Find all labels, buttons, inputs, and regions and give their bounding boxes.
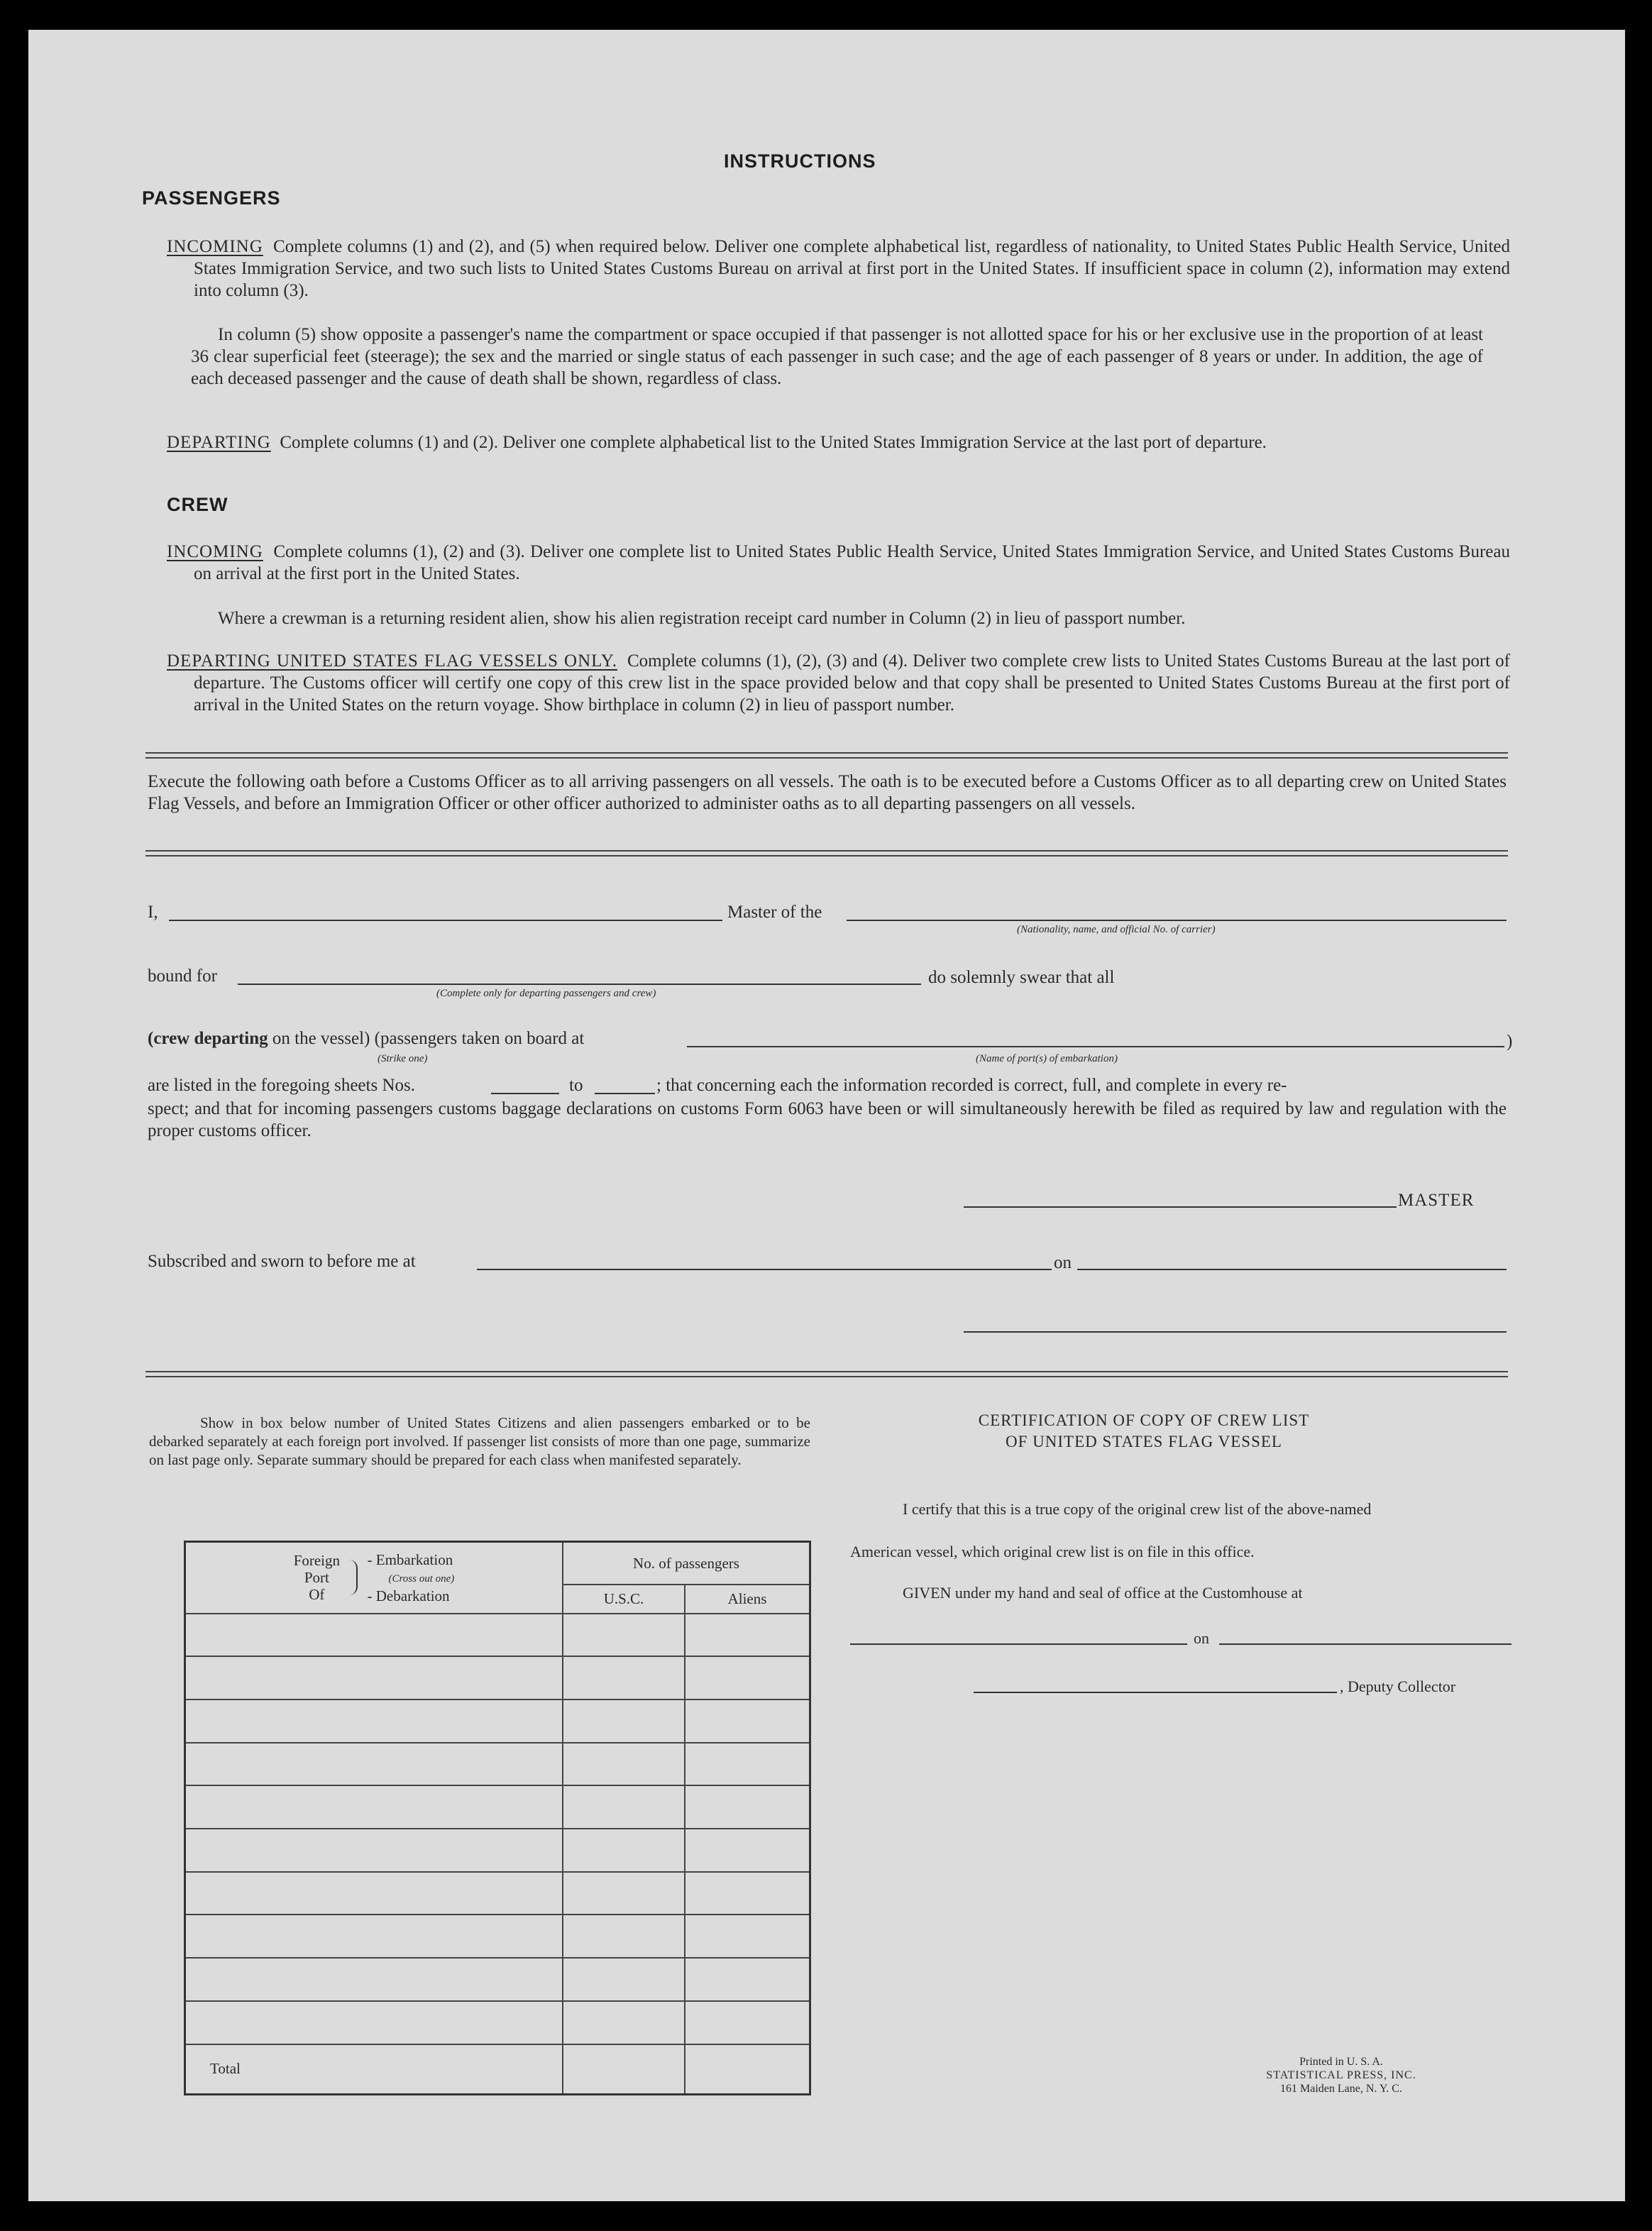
embarkation-port-field[interactable] xyxy=(687,1046,1504,1047)
aliens-cell[interactable] xyxy=(685,1700,810,1743)
bracket-mark xyxy=(349,1560,358,1595)
usc-cell[interactable] xyxy=(563,1915,685,1958)
port-cell[interactable] xyxy=(185,1915,563,1958)
crew-departing-text: Complete columns (1), (2), (3) and (4). Deliver two complete crew lists to United States Customs Bureau at the last port of departure. The Customs officer will certify one copy of this crew list in the space provided below and that copy shall be presented to United States Customs Bureau at the first port of arrival in the United States on the return voyage. Show birthplace in column (2) in lieu of passport number. xyxy=(194,651,1511,715)
port-cell[interactable] xyxy=(185,1958,563,2001)
swear-text: do solemnly swear that all xyxy=(928,968,1115,987)
crew-incoming-text: Complete columns (1), (2) and (3). Deliver one complete list to United States Public Health Service, United States Immigration Service, and United States Customs Bureau on arrival at the first port in the United States. xyxy=(194,542,1510,583)
summary-note: Show in box below number of United States Citizens and alien passengers embarked or to be debarked separately at each foreign port involved. If passenger list consists of more than one page, summarize on last page only. Separate summary should be prepared for each class when manifested separately. xyxy=(149,1414,810,1468)
divider xyxy=(145,752,1508,759)
bound-for-label: bound for xyxy=(148,966,217,986)
passengers-departing-label: DEPARTING xyxy=(167,433,271,452)
aliens-cell[interactable] xyxy=(685,1872,810,1915)
carrier-field[interactable] xyxy=(847,920,1507,921)
usc-cell[interactable] xyxy=(563,1700,685,1743)
column5-instruction: In column (5) show opposite a passenger's name the compartment or space occupied if that passenger is not allotted space for his or her exclusive use in the proportion of at least 36 clear superficial feet (steerage); the sex and the married or single status of each passenger in such case; and the age of each passenger of 8 years or under. In addition, the age of each deceased passenger and the cause of death shall be shown, regardless of class. xyxy=(191,325,1483,388)
printer-line3: 161 Maiden Lane, N. Y. C. xyxy=(1280,2083,1402,2095)
carrier-caption: (Nationality, name, and official No. of carrier) xyxy=(1017,924,1216,935)
total-aliens-cell[interactable] xyxy=(685,2044,810,2095)
sheet-from-field[interactable] xyxy=(491,1093,559,1094)
total-label: Total xyxy=(185,2044,563,2095)
port-cell[interactable] xyxy=(185,2001,563,2044)
no-passengers-header: No. of passengers xyxy=(563,1542,810,1585)
usc-cell[interactable] xyxy=(563,1614,685,1657)
crew-departing-option xyxy=(148,1029,584,1049)
oath-i-label: I, xyxy=(148,903,158,922)
printer-imprint xyxy=(1235,2055,1448,2095)
crew-departing-label: DEPARTING UNITED STATES FLAG VESSELS ONLY. xyxy=(167,651,618,671)
master-of-label: Master of the xyxy=(727,903,822,922)
port-cell[interactable] xyxy=(185,1785,563,1829)
strike-caption: (Strike one) xyxy=(378,1053,428,1064)
passengers-incoming-label: INCOMING xyxy=(167,237,263,256)
usc-cell[interactable] xyxy=(563,1872,685,1915)
certify-line3: GIVEN under my hand and seal of office at the Customhouse at xyxy=(903,1584,1303,1602)
sheets-text-end: ; that concerning each the information recorded is correct, full, and complete in every re- xyxy=(656,1076,1287,1095)
close-paren: ) xyxy=(1507,1032,1513,1051)
embarkation-label: - Embarkation xyxy=(367,1550,453,1568)
certification-title-line2: OF UNITED STATES FLAG VESSEL xyxy=(1006,1433,1282,1450)
sworn-on-label: on xyxy=(1054,1253,1072,1272)
port-cell[interactable] xyxy=(185,1656,563,1700)
aliens-cell[interactable] xyxy=(685,1829,810,1872)
certify-on-label: on xyxy=(1194,1629,1209,1647)
port-cell[interactable] xyxy=(185,1743,563,1786)
sheet-to-field[interactable] xyxy=(595,1093,655,1094)
printer-line1: Printed in U. S. A. xyxy=(1299,2056,1383,2068)
usc-cell[interactable] xyxy=(563,1829,685,1872)
printer-line2: STATISTICAL PRESS, INC. xyxy=(1266,2069,1416,2081)
foreign-label: Foreign xyxy=(293,1552,341,1570)
usc-cell[interactable] xyxy=(563,2001,685,2044)
sheets-text-rest: spect; and that for incoming passengers customs baggage declarations on customs Form 6063 have been or will simultaneously herewith be filed as required by law and regulation with the proper customs officer. xyxy=(148,1099,1507,1140)
certification-title-line1: CERTIFICATION OF COPY OF CREW LIST xyxy=(978,1411,1310,1429)
usc-cell[interactable] xyxy=(563,1958,685,2001)
aliens-header: Aliens xyxy=(685,1585,810,1613)
passenger-summary-table xyxy=(184,1541,811,2095)
port-cell[interactable] xyxy=(185,1872,563,1915)
cross-out-caption: (Cross out one) xyxy=(388,1572,455,1585)
of-label: Of xyxy=(309,1586,325,1604)
deputy-signature-field[interactable] xyxy=(974,1692,1337,1693)
usc-cell[interactable] xyxy=(563,1656,685,1700)
aliens-cell[interactable] xyxy=(685,1743,810,1786)
instructions-title: INSTRUCTIONS xyxy=(724,150,876,172)
port-label: Port xyxy=(304,1569,329,1587)
total-usc-cell[interactable] xyxy=(563,2044,685,2095)
aliens-cell[interactable] xyxy=(685,1915,810,1958)
certification-title xyxy=(924,1410,1364,1453)
bound-for-caption: (Complete only for departing passengers and crew) xyxy=(436,988,656,999)
port-cell[interactable] xyxy=(185,1829,563,1872)
crew-incoming-instruction xyxy=(167,541,1510,585)
document-page xyxy=(28,30,1625,2201)
aliens-cell[interactable] xyxy=(685,1785,810,1829)
port-caption: (Name of port(s) of embarkation) xyxy=(976,1053,1118,1064)
master-signature-field[interactable] xyxy=(964,1206,1397,1208)
sheets-text-start: are listed in the foregoing sheets Nos. xyxy=(148,1076,415,1095)
vessel-passengers-text: on the vessel) (passengers taken on board at xyxy=(272,1029,585,1048)
passengers-heading: PASSENGERS xyxy=(142,187,281,209)
aliens-cell[interactable] xyxy=(685,1958,810,2001)
crew-incoming-label: INCOMING xyxy=(167,542,263,561)
passengers-departing-instruction xyxy=(167,431,1510,453)
certify-line1: I certify that this is a true copy of the original crew list of the above-named xyxy=(903,1500,1372,1518)
master-name-field[interactable] xyxy=(169,920,722,921)
certify-date-field[interactable] xyxy=(1219,1643,1511,1645)
crew-departing-instruction xyxy=(167,650,1510,716)
aliens-cell[interactable] xyxy=(685,1614,810,1657)
debarkation-label: - Debarkation xyxy=(367,1587,450,1604)
crew-heading: CREW xyxy=(167,494,228,515)
bound-for-field[interactable] xyxy=(238,984,921,985)
certify-line2: American vessel, which original crew list is on file in this office. xyxy=(850,1543,1255,1560)
aliens-cell[interactable] xyxy=(685,2001,810,2044)
aliens-cell[interactable] xyxy=(685,1656,810,1700)
oath-instruction: Execute the following oath before a Customs Officer as to all arriving passengers on all vessels. The oath is to be executed before a Customs Officer as to all departing crew on United States Flag Vessels, and before an Immigration Officer or other officer authorized to administer oaths as to all departing passengers on all vessels. xyxy=(148,772,1507,813)
crew-departing-bold: (crew departing xyxy=(148,1029,268,1048)
sworn-date-field[interactable] xyxy=(1077,1269,1507,1270)
passengers-incoming-instruction xyxy=(167,236,1510,302)
deputy-collector-label: , Deputy Collector xyxy=(1340,1678,1456,1695)
resident-alien-instruction: Where a crewman is a returning resident alien, show his alien registration receipt card number in Column (2) in lieu of passport number. xyxy=(218,609,1186,628)
usc-cell[interactable] xyxy=(563,1785,685,1829)
divider xyxy=(145,850,1508,856)
passengers-departing-text: Complete columns (1) and (2). Deliver one complete alphabetical list to the United States Immigration Service at the last port of departure. xyxy=(280,433,1267,452)
master-label: MASTER xyxy=(1398,1191,1475,1210)
port-header-cell xyxy=(185,1542,563,1614)
customhouse-field[interactable] xyxy=(850,1643,1187,1645)
passengers-incoming-text: Complete columns (1) and (2), and (5) when required below. Deliver one complete alphabetical list, regardless of nationality, to United States Public Health Service, United States Immigration Service, and two such lists to United States Customs Bureau on arrival at first port in the United States. If insufficient space in column (2), information may extend into column (3). xyxy=(194,237,1511,300)
port-cell[interactable] xyxy=(185,1614,563,1657)
officer-signature-field[interactable] xyxy=(964,1331,1507,1333)
usc-header: U.S.C. xyxy=(563,1585,685,1613)
subscribed-label: Subscribed and sworn to before me at xyxy=(148,1252,416,1271)
sworn-place-field[interactable] xyxy=(477,1269,1052,1270)
divider xyxy=(145,1371,1508,1377)
sheets-to-label: to xyxy=(569,1076,583,1095)
port-cell[interactable] xyxy=(185,1700,563,1743)
usc-cell[interactable] xyxy=(563,1743,685,1786)
